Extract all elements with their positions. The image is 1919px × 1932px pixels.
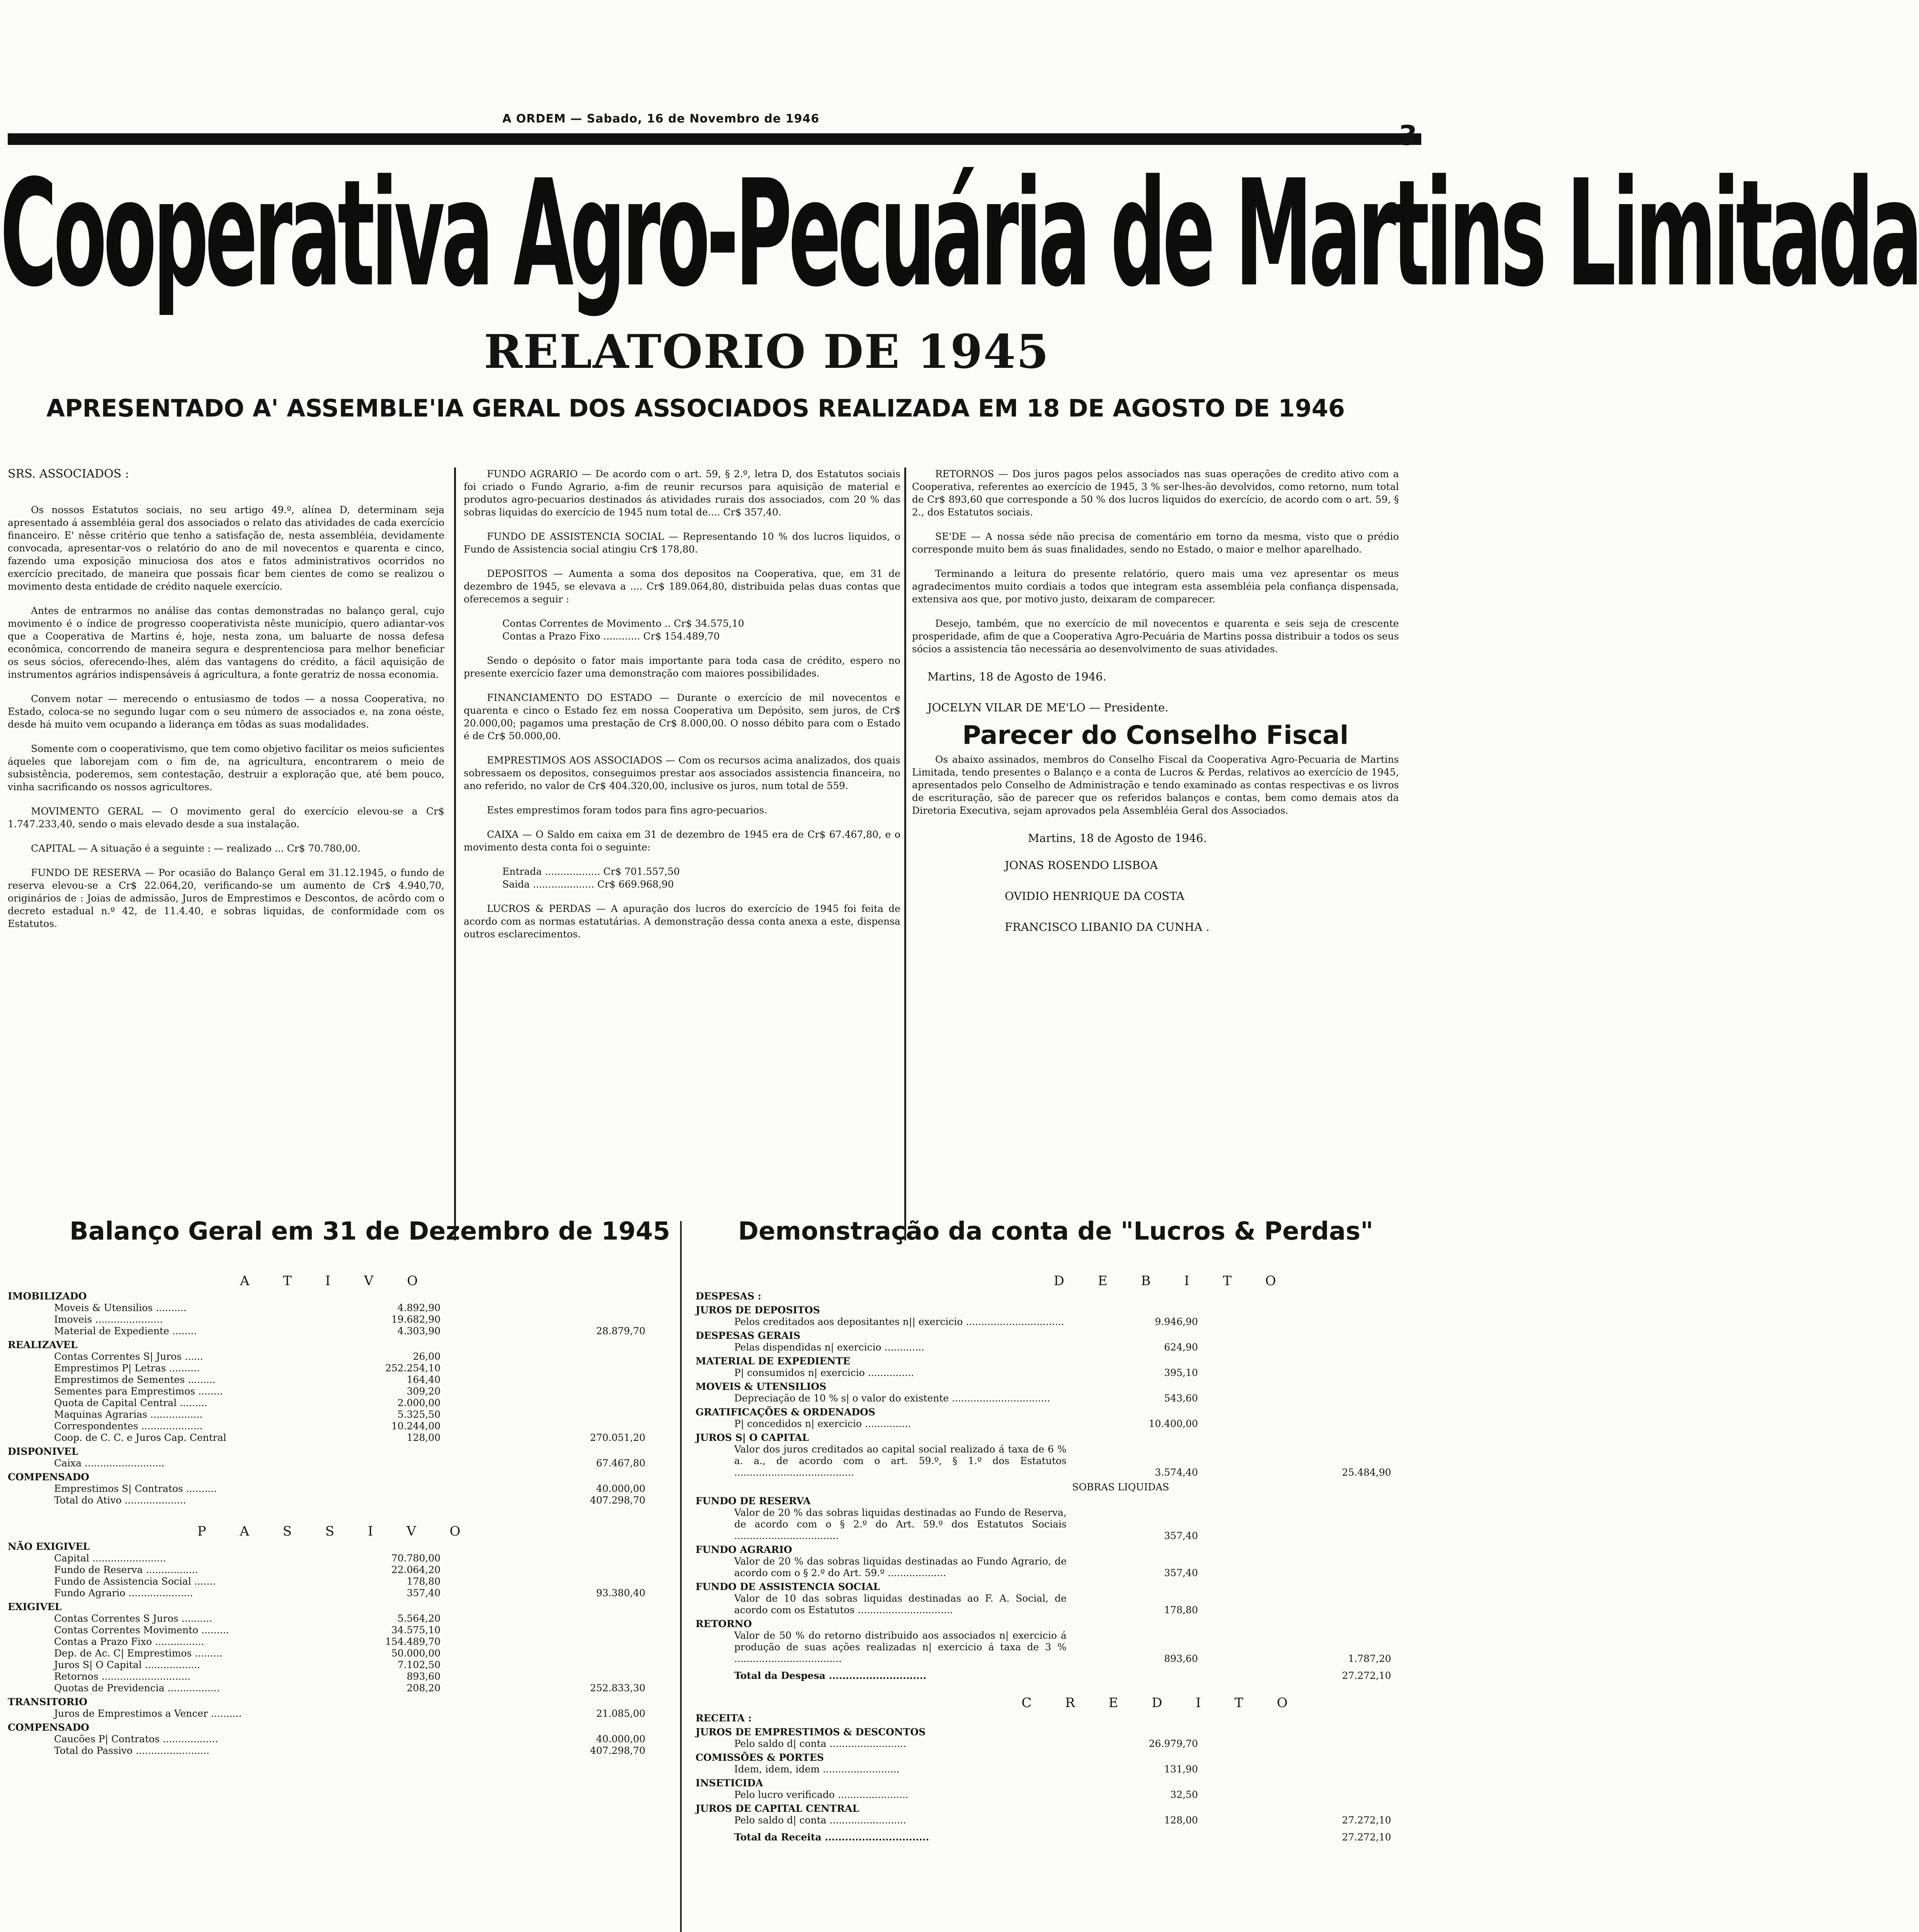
row-value: 154.489,70 xyxy=(385,1636,441,1647)
table-row xyxy=(8,1587,665,1599)
row-label: Quotas de Previdencia ................. xyxy=(54,1682,220,1694)
cash-line: Entrada .................. Cr$ 701.557,50 xyxy=(502,866,680,877)
row-label: Quota de Capital Central ......... xyxy=(54,1397,208,1408)
report-column-1 xyxy=(8,468,444,942)
parecer-title: Parecer do Conselho Fiscal xyxy=(962,720,1349,750)
account-heading: FUNDO DE ASSISTENCIA SOCIAL xyxy=(696,1581,880,1592)
row-value: 178,80 xyxy=(407,1576,441,1587)
demonstracao-ledger xyxy=(696,1271,1430,1843)
account-value: 178,80 xyxy=(1164,1604,1198,1616)
paragraph: FUNDO AGRARIO — De acordo com o art. 59, § 2.º, letra D, dos Estatutos sociais foi criado o Fundo Agrario, a-fim de reunir recursos para aquisição de material e produtos agro-pecuarios destinados ás atividades rurais dos associados, com 20 % das sobras liquidas do exercício de 1945 num total de.... Cr$ 357,40. xyxy=(464,468,900,518)
table-row xyxy=(8,1648,665,1659)
table-row xyxy=(8,1682,665,1694)
row-label: Fundo Agrario ..................... xyxy=(54,1587,193,1599)
row-label: Sementes para Emprestimos ........ xyxy=(54,1386,223,1397)
paragraph: Sendo o depósito o fator mais importante para toda casa de crédito, espero no presente exercício fazer uma demonstração com maiores possibilidades. xyxy=(464,655,900,679)
row-value: 34.575,10 xyxy=(391,1624,441,1636)
paragraph: Terminando a leitura do presente relatório, quero mais uma vez apresentar os meus agradecimentos muito cordiais a todos que integram esta assembléia pela confiança dispensada, extensiva aos que, por motivo justo, deixaram de comparecer. xyxy=(912,568,1399,605)
account-row xyxy=(696,1507,1430,1542)
account-value: 9.946,90 xyxy=(1155,1316,1198,1327)
paragraph: Desejo, também, que no exercício de mil novecentos e quarenta e seis seja de crescente prosperidade, afim de que a Cooperativa Agro-Pecuária de Martins possa distribuir a todos os seus sócios a assistencia tão necessária ao desenvolvimento de suas atividades. xyxy=(912,618,1399,655)
cash-line: Saida .................... Cr$ 669.968,90 xyxy=(502,879,674,890)
row-value: 164,40 xyxy=(407,1374,441,1385)
row-label: Correspondentes .................... xyxy=(54,1420,203,1432)
group-total: 270.051,20 xyxy=(590,1432,645,1443)
ledger-group-name: COMPENSADO xyxy=(8,1722,89,1733)
account-heading: JUROS DE EMPRESTIMOS & DESCONTOS xyxy=(696,1726,926,1738)
row-value: 70.780,00 xyxy=(391,1553,441,1564)
ledger-group-name: EXIGIVEL xyxy=(8,1601,62,1612)
total-despesa-value: 27.272,10 xyxy=(1342,1670,1391,1681)
account-row xyxy=(696,1738,1430,1750)
account-row xyxy=(696,1342,1430,1353)
ledger-group-name: REALIZAVEL xyxy=(8,1339,78,1350)
account-description: P| consumidos n| exercicio ............... xyxy=(734,1367,914,1378)
table-row xyxy=(8,1659,665,1671)
account-description: Valor de 20 % das sobras liquidas destinadas ao Fundo de Reserva, de acordo com o § 2.º do Art. 59.º dos Estatutos Sociais .................................. xyxy=(734,1507,1067,1541)
table-row xyxy=(8,1362,665,1374)
row-label: Juros de Emprestimos a Vencer .......... xyxy=(54,1708,242,1719)
table-row xyxy=(8,1397,665,1409)
paragraph: FUNDO DE ASSISTENCIA SOCIAL — Representando 10 % dos lucros liquidos, o Fundo de Assistencia social atingiu Cr$ 178,80. xyxy=(464,531,900,555)
debito-body xyxy=(696,1304,1430,1478)
table-row xyxy=(8,1302,665,1314)
account-row xyxy=(696,1556,1430,1579)
account-heading: MOVEIS & UTENSILIOS xyxy=(696,1381,827,1392)
account-value: 395,10 xyxy=(1164,1367,1198,1378)
account-heading: FUNDO DE RESERVA xyxy=(696,1495,811,1507)
total-receita-row xyxy=(696,1832,1430,1843)
total-receita-value: 27.272,10 xyxy=(1342,1832,1391,1843)
total-receita-label: Total da Receita ............................... xyxy=(734,1832,929,1843)
row-label: Imoveis ...................... xyxy=(54,1314,163,1325)
row-value: 22.064,20 xyxy=(391,1564,441,1575)
account-heading: MATERIAL DE EXPEDIENTE xyxy=(696,1355,851,1367)
row-value: 309,20 xyxy=(407,1386,441,1397)
row-label: Maquinas Agrarias ................. xyxy=(54,1409,203,1420)
group-total: 93.380,40 xyxy=(596,1587,645,1599)
account-description: Pelo saldo d| conta ......................... xyxy=(734,1815,907,1826)
row-value: 4.303,90 xyxy=(397,1325,441,1337)
row-label: Emprestimos S| Contratos .......... xyxy=(54,1483,217,1494)
row-value: 5.325,50 xyxy=(397,1409,441,1420)
row-value: 26,00 xyxy=(413,1351,441,1362)
account-description: Valor de 50 % do retorno distribuido aos associados n| exercicio á produção de suas ações realizadas n| exercicio á taxa de 3 % ................................... xyxy=(734,1630,1067,1664)
row-label: Juros S| O Capital .................. xyxy=(54,1659,200,1670)
group-total: 67.467,80 xyxy=(596,1458,645,1469)
account-description: Pelo lucro verificado ....................... xyxy=(734,1789,908,1800)
account-row xyxy=(696,1630,1430,1665)
salutation: SRS. ASSOCIADOS : xyxy=(8,467,129,481)
passivo-body xyxy=(8,1541,665,1757)
fiscal-signatory: OVIDIO HENRIQUE DA COSTA xyxy=(1005,889,1185,903)
table-row xyxy=(8,1708,665,1719)
page-number: 3 xyxy=(1398,120,1417,151)
account-row xyxy=(696,1789,1430,1801)
account-description: Valor de 20 % das sobras liquidas destinadas ao Fundo Agrario, de acordo com o § 2.º do Art. 59.º ................... xyxy=(734,1556,1067,1578)
group-total: 21.085,00 xyxy=(596,1708,645,1719)
account-heading: JUROS DE CAPITAL CENTRAL xyxy=(696,1803,859,1814)
balanco-ledger xyxy=(8,1271,665,1757)
row-label: Contas Correntes S| Juros ...... xyxy=(54,1351,203,1362)
table-row xyxy=(8,1495,665,1506)
account-heading: JUROS DE DEPOSITOS xyxy=(696,1304,820,1316)
total-despesa-row xyxy=(696,1670,1430,1682)
deposit-line: Contas a Prazo Fixo ............ Cr$ 154.489,70 xyxy=(502,631,720,642)
account-description: Depreciação de 10 % s| o valor do existente ................................ xyxy=(734,1393,1050,1404)
paragraph: FINANCIAMENTO DO ESTADO — Durante o exercício de mil novecentos e quarenta e cinco o Estado fez em nossa Cooperativa um Depósito, sem juros, de Cr$ 20.000,00; pagamos uma prestação de Cr$ 8.000,00. O nosso débito para com o Estado é de Cr$ 50.000,00. xyxy=(464,692,900,742)
presented-line: APRESENTADO A' ASSEMBLE'IA GERAL DOS ASSOCIADOS REALIZADA EM 18 DE AGOSTO DE 1946 xyxy=(46,394,1345,422)
row-value: 10.244,00 xyxy=(391,1420,441,1432)
row-label: Moveis & Utensilios .......... xyxy=(54,1302,187,1313)
account-heading: FUNDO AGRARIO xyxy=(696,1544,792,1555)
receita-body xyxy=(696,1726,1430,1826)
row-value: 5.564,20 xyxy=(397,1613,441,1624)
section-total: 25.484,90 xyxy=(1342,1467,1391,1478)
row-value: 252.254,10 xyxy=(385,1362,441,1374)
table-row xyxy=(8,1432,665,1444)
table-row xyxy=(8,1374,665,1386)
ativo-caption: A T I V O xyxy=(240,1273,433,1289)
passivo-caption: P A S S I V O xyxy=(197,1524,475,1539)
account-description: Idem, idem, idem ......................... xyxy=(734,1764,900,1775)
table-row xyxy=(8,1636,665,1648)
table-row xyxy=(8,1351,665,1362)
table-row xyxy=(8,1325,665,1337)
parecer-text: Os abaixo assinados, membros do Conselho Fiscal da Cooperativa Agro-Pecuaria de Martins Limitada, tendo presentes o Balanço e a conta de Lucros & Perdas, relativos ao exercício de 1945, apresentados pelo Conselho de Administração e tendo examinado as contas respectivas e os livros de escrituração, são de parecer que os referidos balanços e contas, bem como demais atos da Diretoria Executiva, sejam aprovados pela Assembléia Geral dos Associados. xyxy=(912,754,1399,816)
account-value: 32,50 xyxy=(1170,1789,1198,1800)
table-row xyxy=(8,1314,665,1325)
row-label: Contas Correntes S Juros .......... xyxy=(54,1613,213,1624)
ativo-body xyxy=(8,1291,665,1506)
sobras-label: SOBRAS LIQUIDAS xyxy=(1072,1481,1169,1493)
account-value: 131,90 xyxy=(1164,1764,1198,1775)
row-value: 2.000,00 xyxy=(397,1397,441,1408)
account-description: P| concedidos n| exercicio ............... xyxy=(734,1418,911,1429)
account-row xyxy=(696,1316,1430,1328)
group-total: 252.833,30 xyxy=(590,1682,645,1694)
account-row xyxy=(696,1764,1430,1775)
despesas-label: DESPESAS : xyxy=(696,1291,762,1302)
group-total: 40.000,00 xyxy=(596,1483,645,1494)
report-date: Martins, 18 de Agosto de 1946. xyxy=(927,670,1106,683)
group-total: 40.000,00 xyxy=(596,1733,645,1745)
table-row xyxy=(8,1420,665,1432)
row-label: Contas Correntes Movimento ......... xyxy=(54,1624,229,1636)
sobras-body xyxy=(696,1495,1430,1665)
account-row xyxy=(696,1367,1430,1379)
paragraph: CAPITAL — A situação é a seguinte : — realizado ... Cr$ 70.780,00. xyxy=(31,843,361,854)
table-row xyxy=(8,1564,665,1576)
account-value: 10.400,00 xyxy=(1148,1418,1198,1429)
row-label: Contas a Prazo Fixo ................ xyxy=(54,1636,204,1647)
account-description: Pelos creditados aos depositantes n|| exercicio ................................ xyxy=(734,1316,1064,1327)
newspaper-dateline: A ORDEM — Sabado, 16 de Novembro de 1946 xyxy=(502,112,820,126)
row-label: Fundo de Reserva ................. xyxy=(54,1564,198,1575)
paragraph: Estes emprestimos foram todos para fins agro-pecuarios. xyxy=(487,804,767,816)
paragraph: MOVIMENTO GERAL — O movimento geral do exercício elevou-se a Cr$ 1.747.233,40, sendo o mais elevado desde a sua instalação. xyxy=(8,806,444,830)
account-row xyxy=(696,1593,1430,1616)
credito-caption: C R E D I T O xyxy=(1021,1695,1302,1711)
row-label: Emprestimos P| Letras .......... xyxy=(54,1362,200,1374)
group-total: 28.879,70 xyxy=(596,1325,645,1337)
fiscal-signatory: JONAS ROSENDO LISBOA xyxy=(1005,859,1158,872)
masthead-title: Cooperativa Agro-Pecuária de Martins Limitada xyxy=(0,148,1919,319)
row-label: Total do Ativo .................... xyxy=(54,1495,186,1506)
row-value: 893,60 xyxy=(407,1671,441,1682)
account-heading: JUROS S| O CAPITAL xyxy=(696,1432,809,1443)
fiscal-signatory: FRANCISCO LIBANIO DA CUNHA . xyxy=(1005,920,1210,934)
demonstracao-title: Demonstração da conta de "Lucros & Perdas" xyxy=(738,1217,1373,1246)
ledger-group-name: TRANSITORIO xyxy=(8,1696,88,1708)
row-label: Fundo de Assistencia Social ....... xyxy=(54,1576,216,1587)
account-value: 3.574,40 xyxy=(1155,1467,1198,1478)
row-label: Capital ........................ xyxy=(54,1553,166,1564)
account-heading: INSETICIDA xyxy=(696,1777,763,1789)
account-heading: GRATIFICAÇÕES & ORDENADOS xyxy=(696,1406,876,1418)
table-row xyxy=(8,1613,665,1624)
total-despesa-label: Total da Despesa ............................. xyxy=(734,1670,927,1681)
account-description: Pelo saldo d| conta ......................... xyxy=(734,1738,907,1749)
paragraph: RETORNOS — Dos juros pagos pelos associados nas suas operações de credito ativo com a Cooperativa, referentes ao exercício de 1945, 3 % ser-lhes-ão devolvidos, como retorno, num total de Cr$ 893,60 que corresponde a 50 % dos lucros liquidos do exercício, de acordo com o art. 59, § 2., dos Estatutos sociais. xyxy=(912,468,1399,518)
table-row xyxy=(8,1733,665,1745)
group-total: 407.298,70 xyxy=(590,1745,645,1756)
account-heading: COMISSÕES & PORTES xyxy=(696,1752,824,1763)
section-total: 27.272,10 xyxy=(1342,1815,1391,1826)
paragraph: LUCROS & PERDAS — A apuração dos lucros do exercício de 1945 foi feita de acordo com as normas estatutárias. A demonstração dessa conta anexa a este, dispensa outros esclarecimentos. xyxy=(464,903,900,940)
president-signature: JOCELYN VILAR DE ME'LO — Presidente. xyxy=(927,701,1169,714)
receita-label: RECEITA : xyxy=(696,1713,752,1724)
parecer-date: Martins, 18 de Agosto de 1946. xyxy=(1028,832,1207,845)
column-divider xyxy=(904,468,906,1240)
account-heading: DESPESAS GERAIS xyxy=(696,1330,801,1341)
masthead xyxy=(0,148,1919,319)
account-value: 624,90 xyxy=(1164,1342,1198,1353)
section-total: 1.787,20 xyxy=(1348,1653,1391,1664)
report-column-3 xyxy=(912,468,1399,948)
paragraph: Os nossos Estatutos sociais, no seu artigo 49.º, alínea D, determinam seja apresentado á assembléia geral dos associados o relato das atividades de cada exercício financeiro. E' nêsse critério que tenho a satisfação de, nesta assembléia, devidamente convocada, apresentar-vos o relatório do ano de mil novecentos e quarenta e cinco, fazendo uma exposição minuciosa dos atos e fatos administrativos ocorridos no exercício precitado, de maneira que possais ficar bem cientes de como se realizou o movimento desta entidade de crédito naquele exercício. xyxy=(8,504,444,592)
account-row xyxy=(696,1393,1430,1404)
balanco-title: Balanço Geral em 31 de Dezembro de 1945 xyxy=(70,1217,670,1246)
paragraph: CAIXA — O Saldo em caixa em 31 de dezembro de 1945 era de Cr$ 67.467,80, e o movimento desta conta foi o seguinte: xyxy=(464,829,900,853)
table-row xyxy=(8,1458,665,1469)
row-value: 208,20 xyxy=(407,1682,441,1694)
account-row xyxy=(696,1444,1430,1478)
account-value: 893,60 xyxy=(1164,1653,1198,1664)
account-value: 357,40 xyxy=(1164,1567,1198,1578)
paragraph: DEPOSITOS — Aumenta a soma dos depositos na Cooperativa, que, em 31 de dezembro de 1945, se elevava a .... Cr$ 189.064,80, distribuida pelas duas contas que oferecemos a seguir : xyxy=(464,568,900,605)
account-description: Valor de 10 das sobras liquidas destinadas ao F. A. Social, de acordo com os Estatutos ............................... xyxy=(734,1593,1067,1616)
table-row xyxy=(8,1671,665,1682)
paragraph: Convem notar — merecendo o entusiasmo de todos — a nossa Cooperativa, no Estado, coloca-se no segundo lugar com o seu número de associados e, na zona oéste, desde há muito vem ocupando a liderança em tôdas as suas modalidades. xyxy=(8,693,444,730)
ledger-group-name: DISPONIVEL xyxy=(8,1446,78,1457)
row-value: 19.682,90 xyxy=(391,1314,441,1325)
group-total: 407.298,70 xyxy=(590,1495,645,1506)
row-value: 4.892,90 xyxy=(397,1302,441,1313)
table-row xyxy=(8,1576,665,1587)
row-label: Material de Expediente ........ xyxy=(54,1325,197,1337)
row-label: Caixa .......................... xyxy=(54,1458,165,1469)
table-row xyxy=(8,1483,665,1495)
account-description: Pelas dispendidas n| exercicio ............. xyxy=(734,1342,924,1353)
paragraph: FUNDO DE RESERVA — Por ocasião do Balanço Geral em 31.12.1945, o fundo de reserva elevou-se a Cr$ 22.064,20, verificando-se um aumento de Cr$ 4.940,70, originários de : Joias de admissão, Juros de Emprestimos e Descontos, de acôrdo com o decreto estadual n.º 42, de 11.4.40, e sobras liquidas, de conformidade com os Estatutos. xyxy=(8,867,444,929)
paragraph: SE'DE — A nossa séde não precisa de comentário em torno da mesma, visto que o prédio corresponde muito bem ás suas finalidades, sendo no Estado, o maior e melhor aparelhado. xyxy=(912,531,1399,555)
table-row xyxy=(8,1386,665,1397)
account-row xyxy=(696,1418,1430,1430)
deposit-line: Contas Correntes de Movimento .. Cr$ 34.575,10 xyxy=(502,618,744,629)
table-row xyxy=(8,1624,665,1636)
row-value: 50.000,00 xyxy=(391,1648,441,1659)
row-label: Retornos ............................. xyxy=(54,1671,191,1682)
account-row xyxy=(696,1815,1430,1826)
row-label: Emprestimos de Sementes ......... xyxy=(54,1374,216,1385)
ledger-divider xyxy=(680,1221,682,1932)
header-rule xyxy=(8,133,1421,145)
paragraph: Antes de entrarmos no análise das contas demonstradas no balanço geral, cujo movimento é o índice de progresso cooperativista nêste município, quero adiantar-vos que a Cooperativa de Martins é, hoje, nesta zona, um baluarte de nossa defesa econômica, concorrendo de maneira segura e desprentenciosa para melhor beneficiar os seus sócios, oferecendo-lhes, além das vantagens do crédito, a fácil aquisição de instrumentos agrários indispensáveis á agricultura, a fonte geratriz de nossa economia. xyxy=(8,605,444,680)
report-column-2 xyxy=(464,468,900,952)
report-title: RELATORIO DE 1945 xyxy=(484,325,1050,379)
table-row xyxy=(8,1409,665,1420)
row-value: 7.102,50 xyxy=(397,1659,441,1670)
account-value: 543,60 xyxy=(1164,1393,1198,1404)
row-value: 128,00 xyxy=(407,1432,441,1443)
account-value: 26.979,70 xyxy=(1148,1738,1198,1749)
account-heading: RETORNO xyxy=(696,1618,752,1629)
account-description: Valor dos juros creditados ao capital social realizado á taxa de 6 % a. a., de acordo com o art. 59.º, § 1.º dos Estatutos ....................................... xyxy=(734,1444,1067,1478)
row-label: Caucões P| Contratos .................. xyxy=(54,1733,218,1745)
paragraph: Somente com o cooperativismo, que tem como objetivo facilitar os meios suficientes áqueles que laborejam com o fim de, na agricultura, encontrarem o meio de subsistência, poderemos, sem contestação, destruir a exploração que, até bem pouco, vinha sacrificando os nossos agricultores. xyxy=(8,743,444,793)
row-label: Coop. de C. C. e Juros Cap. Central xyxy=(54,1432,226,1443)
debito-caption: D E B I T O xyxy=(1053,1273,1291,1289)
ledger-group-name: IMOBILIZADO xyxy=(8,1291,87,1302)
row-value: 357,40 xyxy=(407,1587,441,1599)
column-divider xyxy=(454,468,456,1240)
table-row xyxy=(8,1553,665,1564)
paragraph: EMPRESTIMOS AOS ASSOCIADOS — Com os recursos acima analizados, dos quais sobressaem os depositos, conseguimos prestar aos associados assistencia financeira, no ano referido, no valor de Cr$ 404.320,00, inclusive os juros, num total de 559. xyxy=(464,755,900,791)
ledger-group-name: NÃO EXIGIVEL xyxy=(8,1541,90,1552)
account-value: 357,40 xyxy=(1164,1530,1198,1541)
row-label: Dep. de Ac. C| Emprestimos ......... xyxy=(54,1648,223,1659)
ledger-group-name: COMPENSADO xyxy=(8,1471,89,1483)
account-value: 128,00 xyxy=(1164,1815,1198,1826)
table-row xyxy=(8,1745,665,1757)
row-label: Total do Passivo ........................ xyxy=(54,1745,209,1756)
